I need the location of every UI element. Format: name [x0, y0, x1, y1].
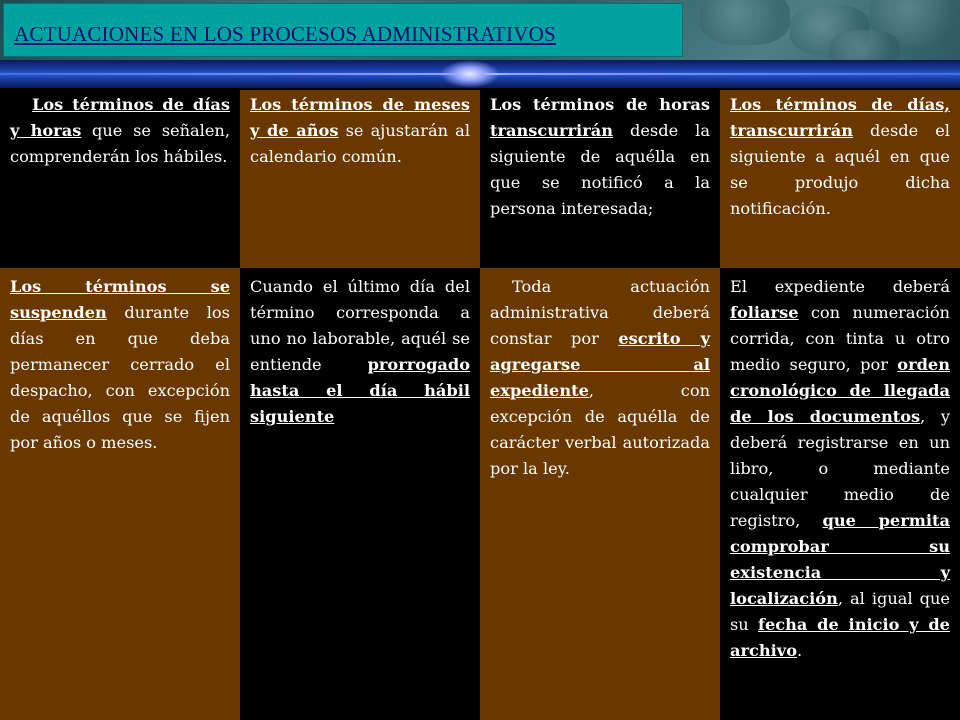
cell-r1-c2	[240, 90, 480, 268]
cell-r1-c2-text: se ajustarán al calendario común.	[250, 121, 470, 166]
cell-r2-c1-bold: Los términos se suspenden	[10, 277, 230, 322]
cell-r2-c4-bold-4: fecha de inicio y de archivo	[730, 615, 950, 660]
cell-r2-c4-text-2: con numeración corrida, con tinta u otro medio seguro, por	[730, 303, 950, 374]
cell-r1-c4	[720, 90, 960, 268]
cell-r2-c2-bold: prorrogado hasta el día hábil siguiente	[250, 355, 470, 426]
cell-r1-c3-bold: Los términos de horas	[490, 95, 710, 114]
cell-r2-c4-text-5: .	[797, 641, 803, 660]
cell-r1-c2-bold: Los términos de meses y de años	[250, 95, 470, 140]
cell-r1-c3	[480, 90, 720, 268]
cell-r2-c4-bold-2: orden cronológico de llegada de los documentos	[730, 355, 950, 426]
cell-r1-c1-text: que se señalen, comprenderán los hábiles.	[10, 121, 230, 166]
cell-r2-c4-bold-3: que permita comprobar su existencia y localización	[730, 511, 950, 608]
cell-r2-c3	[480, 268, 720, 720]
cell-r2-c2-text: Cuando el último día del término corresponda a uno no laborable, aquél se entiende	[250, 277, 470, 374]
decorative-glow	[440, 60, 500, 88]
cell-r2-c4-text: El expediente deberá	[730, 277, 950, 296]
cell-r2-c4-text-4: , al igual que su	[730, 589, 950, 634]
cell-r1-c3-bold-underline: transcurrirán	[490, 121, 613, 140]
cell-r2-c4-bold: foliarse	[730, 303, 799, 322]
cell-r1-c1-bold: Los términos de días y horas	[10, 95, 230, 140]
cell-r2-c1	[0, 268, 240, 720]
cell-r2-c3-bold: escrito y agregarse al expediente	[490, 329, 711, 400]
cell-r2-c4	[720, 268, 960, 720]
cell-r2-c3-text-2: , con excepción de aquélla de carácter verbal autorizada por la ley.	[490, 381, 710, 478]
stone-texture	[830, 30, 900, 60]
title-box	[3, 3, 683, 57]
page-title: ACTUACIONES EN LOS PROCESOS ADMINISTRATIVOS	[14, 22, 556, 46]
cell-r1-c4-bold: Los términos de días, transcurrirán	[730, 95, 950, 140]
cell-r1-c1	[0, 90, 240, 268]
cell-r2-c1-text: durante los días en que deba permanecer cerrado el despacho, con excepción de aquéllos que se fijen por años o meses.	[10, 303, 230, 452]
cell-r1-c4-text: desde el siguiente a aquél en que se produjo dicha notificación.	[730, 121, 950, 218]
cell-r2-c3-text: Toda actuación administrativa deberá constar por	[490, 277, 710, 348]
cell-r1-c3-text: desde la siguiente de aquélla en que se notificó a la persona interesada;	[490, 121, 710, 218]
cell-r2-c2	[240, 268, 480, 720]
stone-texture	[700, 0, 790, 45]
cell-r2-c4-text-3: , y deberá registrarse en un libro, o mediante cualquier medio de registro,	[730, 407, 951, 530]
